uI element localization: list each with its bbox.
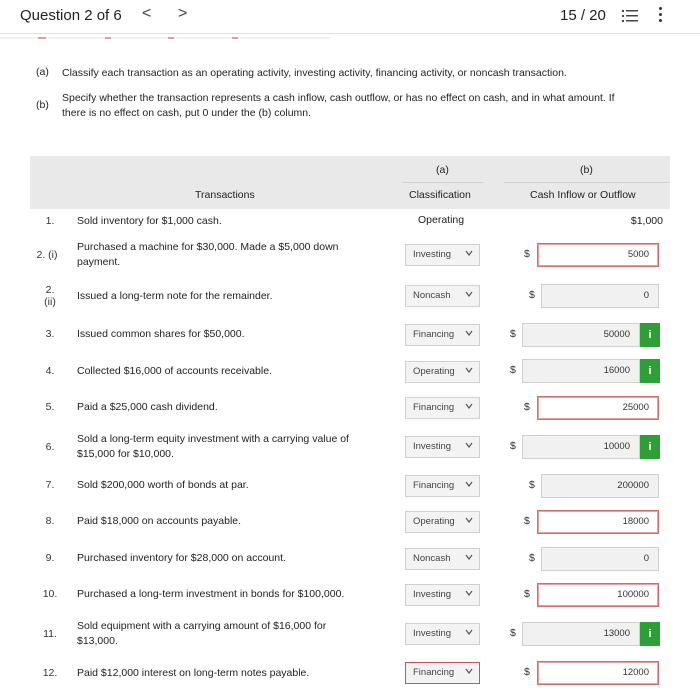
row-number: 11.	[43, 628, 57, 640]
question-label: Question 2 of 6	[20, 7, 122, 24]
cash-amount-value: $1,000	[630, 215, 663, 227]
top-bar	[0, 0, 700, 34]
dollar-sign: $	[510, 364, 516, 376]
chevron-down-icon	[465, 249, 473, 257]
column-classification-header: Classification	[409, 189, 471, 201]
chevron-down-icon	[465, 290, 473, 298]
dollar-sign: $	[524, 401, 530, 413]
transaction-description: Purchased a long-term investment in bonds for $100,000.	[77, 588, 345, 600]
part-b-tag: (b)	[36, 99, 49, 111]
info-icon[interactable]: i	[640, 359, 660, 383]
row-number: 9.	[45, 552, 55, 564]
classification-select[interactable]: Investing	[405, 436, 480, 458]
cash-amount-input[interactable]: 10000	[522, 435, 640, 459]
classification-select[interactable]: Financing	[405, 662, 480, 684]
cash-amount-input[interactable]: 25000	[537, 396, 659, 420]
column-a-divider	[403, 182, 483, 183]
transaction-description: Issued common shares for $50,000.	[77, 328, 245, 340]
chevron-down-icon	[465, 366, 473, 374]
row-number: 1.	[45, 215, 55, 227]
column-a-tag: (a)	[436, 164, 449, 176]
dollar-sign: $	[510, 328, 516, 340]
more-vertical-icon[interactable]	[657, 7, 663, 25]
row-number: 10.	[42, 588, 58, 600]
cash-amount-input[interactable]: 12000	[537, 661, 659, 685]
part-b-instruction-line2: there is no effect on cash, put 0 under the (b) column.	[62, 107, 312, 119]
classification-select[interactable]: Financing	[405, 475, 480, 497]
row-number: 8.	[45, 515, 55, 527]
chevron-down-icon	[465, 667, 473, 675]
classification-select[interactable]: Noncash	[405, 548, 480, 570]
chevron-down-icon	[465, 628, 473, 636]
previous-question-button[interactable]: <	[142, 5, 152, 22]
chevron-down-icon	[465, 402, 473, 410]
dollar-sign: $	[529, 552, 535, 564]
cash-amount-input[interactable]: 100000	[537, 583, 659, 607]
dollar-sign: $	[524, 515, 530, 527]
info-icon[interactable]: i	[640, 622, 660, 646]
transaction-description: Issued a long-term note for the remainder.	[77, 290, 273, 302]
transaction-description-line2: $13,000.	[77, 635, 118, 647]
column-b-tag: (b)	[580, 164, 593, 176]
classification-select[interactable]: Financing	[405, 324, 480, 346]
dollar-sign: $	[510, 627, 516, 639]
classification-select[interactable]: Financing	[405, 397, 480, 419]
transaction-description-line1: Sold a long-term equity investment with a carrying value of	[77, 433, 349, 445]
classification-select[interactable]: Investing	[405, 584, 480, 606]
row-number: 7.	[45, 479, 55, 491]
classification-select[interactable]: Investing	[405, 244, 480, 266]
chevron-down-icon	[465, 441, 473, 449]
dollar-sign: $	[510, 440, 516, 452]
row-number: 2. (i)	[36, 249, 58, 261]
transaction-description-line2: $15,000 for $10,000.	[77, 448, 174, 460]
classification-value: Operating	[418, 214, 465, 226]
transaction-description: Paid $12,000 interest on long-term notes payable.	[77, 667, 310, 679]
part-b-instruction-line1: Specify whether the transaction represents a cash inflow, cash outflow, or has no effect on cash, and in what amount. If	[62, 92, 615, 104]
transaction-description: Purchased inventory for $28,000 on account.	[77, 552, 286, 564]
column-b-divider	[504, 182, 669, 183]
row-number-part1: 2.	[45, 284, 55, 296]
dollar-sign: $	[524, 588, 530, 600]
chevron-down-icon	[465, 553, 473, 561]
cash-amount-input[interactable]: 50000	[522, 323, 640, 347]
cash-amount-input[interactable]: 5000	[537, 243, 659, 267]
transaction-description: Paid $18,000 on accounts payable.	[77, 515, 242, 527]
info-icon[interactable]: i	[640, 435, 660, 459]
row-number: 3.	[45, 328, 55, 340]
classification-select[interactable]: Operating	[405, 511, 480, 533]
row-number-part2: (ii)	[44, 296, 56, 308]
transaction-description: Collected $16,000 of accounts receivable.	[77, 365, 272, 377]
transaction-description: Sold $200,000 worth of bonds at par.	[77, 479, 249, 491]
transaction-description-line1: Purchased a machine for $30,000. Made a $5,000 down	[77, 241, 339, 253]
score-label: 15 / 20	[560, 7, 606, 24]
list-icon[interactable]	[622, 9, 638, 23]
transaction-description-line2: payment.	[77, 256, 121, 268]
cash-amount-input[interactable]: 0	[541, 547, 659, 571]
dollar-sign: $	[524, 248, 530, 260]
transaction-description-line1: Sold equipment with a carrying amount of $16,000 for	[77, 620, 327, 632]
classification-select[interactable]: Investing	[405, 623, 480, 645]
classification-select[interactable]: Noncash	[405, 285, 480, 307]
part-a-tag: (a)	[36, 66, 49, 78]
dollar-sign: $	[524, 666, 530, 678]
row-number: 5.	[45, 401, 55, 413]
transaction-description: Sold inventory for $1,000 cash.	[77, 215, 222, 227]
chevron-down-icon	[465, 480, 473, 488]
row-number: 6.	[45, 441, 55, 453]
chevron-down-icon	[465, 589, 473, 597]
dollar-sign: $	[529, 479, 535, 491]
cash-amount-input[interactable]: 18000	[537, 510, 659, 534]
next-question-button[interactable]: >	[178, 5, 188, 22]
cash-amount-input[interactable]: 13000	[522, 622, 640, 646]
chevron-down-icon	[465, 329, 473, 337]
part-a-instruction: Classify each transaction as an operating activity, investing activity, financing activity, or noncash transaction.	[62, 67, 567, 79]
column-cash-header: Cash Inflow or Outflow	[530, 189, 636, 201]
cash-amount-input[interactable]: 0	[541, 284, 659, 308]
cash-amount-input[interactable]: 200000	[541, 474, 659, 498]
info-icon[interactable]: i	[640, 323, 660, 347]
row-number: 4.	[45, 365, 55, 377]
transaction-description: Paid a $25,000 cash dividend.	[77, 401, 218, 413]
cash-amount-input[interactable]: 16000	[522, 359, 640, 383]
row-number: 12.	[42, 667, 58, 679]
chevron-down-icon	[465, 516, 473, 524]
dollar-sign: $	[529, 289, 535, 301]
classification-select[interactable]: Operating	[405, 361, 480, 383]
column-transactions-header: Transactions	[195, 189, 255, 201]
top-divider	[0, 36, 700, 40]
